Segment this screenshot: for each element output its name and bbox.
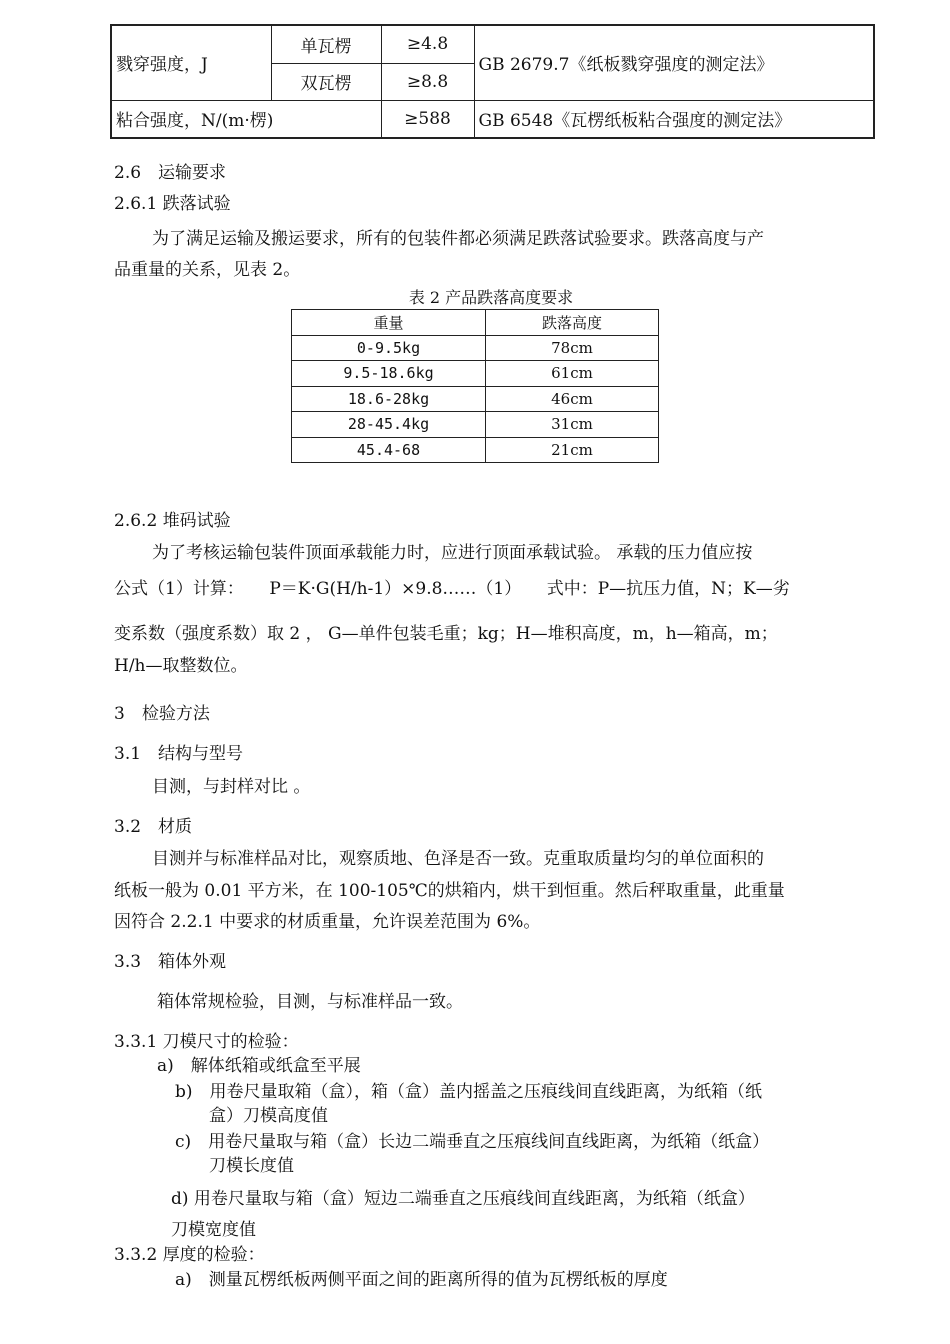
list-item-continuation: 刀模长度值 bbox=[209, 1156, 294, 1176]
table2-cell: 46cm bbox=[486, 386, 659, 412]
section-2-6-1-heading: 2.6.1 跌落试验 bbox=[114, 194, 231, 214]
table2-header-weight: 重量 bbox=[292, 310, 486, 336]
list-item: a) 测量瓦楞纸板两侧平面之间的距离所得的值为瓦楞纸板的厚度 bbox=[175, 1270, 668, 1290]
section-2-6-2-heading: 2.6.2 堆码试验 bbox=[114, 511, 231, 531]
double-flute-value: ≥8.8 bbox=[381, 63, 474, 100]
paragraph-line: 因符合 2.2.1 中要求的材质重量，允许误差范围为 6%。 bbox=[114, 912, 541, 932]
table2-cell: 31cm bbox=[486, 412, 659, 438]
double-flute-label: 双瓦楞 bbox=[271, 63, 381, 100]
adhesion-strength-label: 粘合强度，N/(m·楞) bbox=[111, 100, 381, 138]
single-flute-label: 单瓦楞 bbox=[271, 25, 381, 63]
adhesion-strength-value: ≥588 bbox=[381, 100, 474, 138]
paragraph-line: 为了满足运输及搬运要求，所有的包装件都必须满足跌落试验要求。跌落高度与产 bbox=[152, 229, 764, 249]
section-3-1-heading: 3.1 结构与型号 bbox=[114, 744, 244, 764]
table2-cell: 0-9.5kg bbox=[292, 335, 486, 361]
paragraph-line: 公式（1）计算： P＝K·G(H/h-1）×9.8……（1） 式中：P—抗压力值，N；K—劣 bbox=[114, 579, 790, 599]
table2-header-height: 跌落高度 bbox=[486, 310, 659, 336]
table2-cell: 45.4-68 bbox=[292, 437, 486, 463]
paragraph-line: 为了考核运输包装件顶面承载能力时，应进行顶面承载试验。 承载的压力值应按 bbox=[152, 543, 753, 563]
paragraph-line: 目测，与封样对比 。 bbox=[152, 777, 311, 797]
paragraph-line: 目测并与标准样品对比，观察质地、色泽是否一致。克重取质量均匀的单位面积的 bbox=[152, 849, 764, 869]
paragraph-line: H/h—取整数位。 bbox=[114, 656, 248, 676]
table2-cell: 18.6-28kg bbox=[292, 386, 486, 412]
table2-cell: 61cm bbox=[486, 361, 659, 387]
paragraph-line: 箱体常规检验，目测，与标准样品一致。 bbox=[157, 992, 463, 1012]
puncture-strength-label: 戮穿强度，J bbox=[111, 25, 271, 100]
table2-cell: 78cm bbox=[486, 335, 659, 361]
list-item-continuation: 刀模宽度值 bbox=[171, 1220, 256, 1240]
section-2-6-heading: 2.6 运输要求 bbox=[114, 163, 227, 183]
paragraph-line: 纸板一般为 0.01 平方米，在 100-105℃的烘箱内，烘干到恒重。然后秤取重量，此重量 bbox=[114, 881, 785, 901]
puncture-standard: GB 2679.7《纸板戮穿强度的测定法》 bbox=[474, 25, 874, 100]
table2-caption: 表 2 产品跌落高度要求 bbox=[408, 288, 574, 307]
strength-table bbox=[110, 24, 875, 139]
single-flute-value: ≥4.8 bbox=[381, 25, 474, 63]
list-item: a) 解体纸箱或纸盒至平展 bbox=[157, 1056, 361, 1076]
drop-height-table bbox=[291, 309, 659, 463]
table2-cell: 21cm bbox=[486, 437, 659, 463]
section-3-3-1-heading: 3.3.1 刀模尺寸的检验： bbox=[114, 1032, 299, 1052]
section-3-3-heading: 3.3 箱体外观 bbox=[114, 952, 227, 972]
table2-cell: 28-45.4kg bbox=[292, 412, 486, 438]
paragraph-line: 品重量的关系，见表 2。 bbox=[114, 260, 301, 280]
table2-cell: 9.5-18.6kg bbox=[292, 361, 486, 387]
paragraph-line: 变系数（强度系数）取 2 ， G—单件包装毛重；kg；H—堆积高度，m，h—箱高，m； bbox=[114, 624, 778, 644]
list-item-continuation: 盒）刀模高度值 bbox=[209, 1106, 328, 1126]
list-item: d) 用卷尺量取与箱（盒）短边二端垂直之压痕线间直线距离，为纸箱（纸盒） bbox=[171, 1189, 755, 1209]
section-3-3-2-heading: 3.3.2 厚度的检验： bbox=[114, 1245, 265, 1265]
list-item: c) 用卷尺量取与箱（盒）长边二端垂直之压痕线间直线距离，为纸箱（纸盒） bbox=[175, 1132, 770, 1152]
list-item: b) 用卷尺量取箱（盒），箱（盒）盖内摇盖之压痕线间直线距离，为纸箱（纸 bbox=[175, 1082, 763, 1102]
section-3-2-heading: 3.2 材质 bbox=[114, 817, 193, 837]
adhesion-standard: GB 6548《瓦楞纸板粘合强度的测定法》 bbox=[474, 100, 874, 138]
section-3-heading: 3 检验方法 bbox=[114, 704, 210, 724]
